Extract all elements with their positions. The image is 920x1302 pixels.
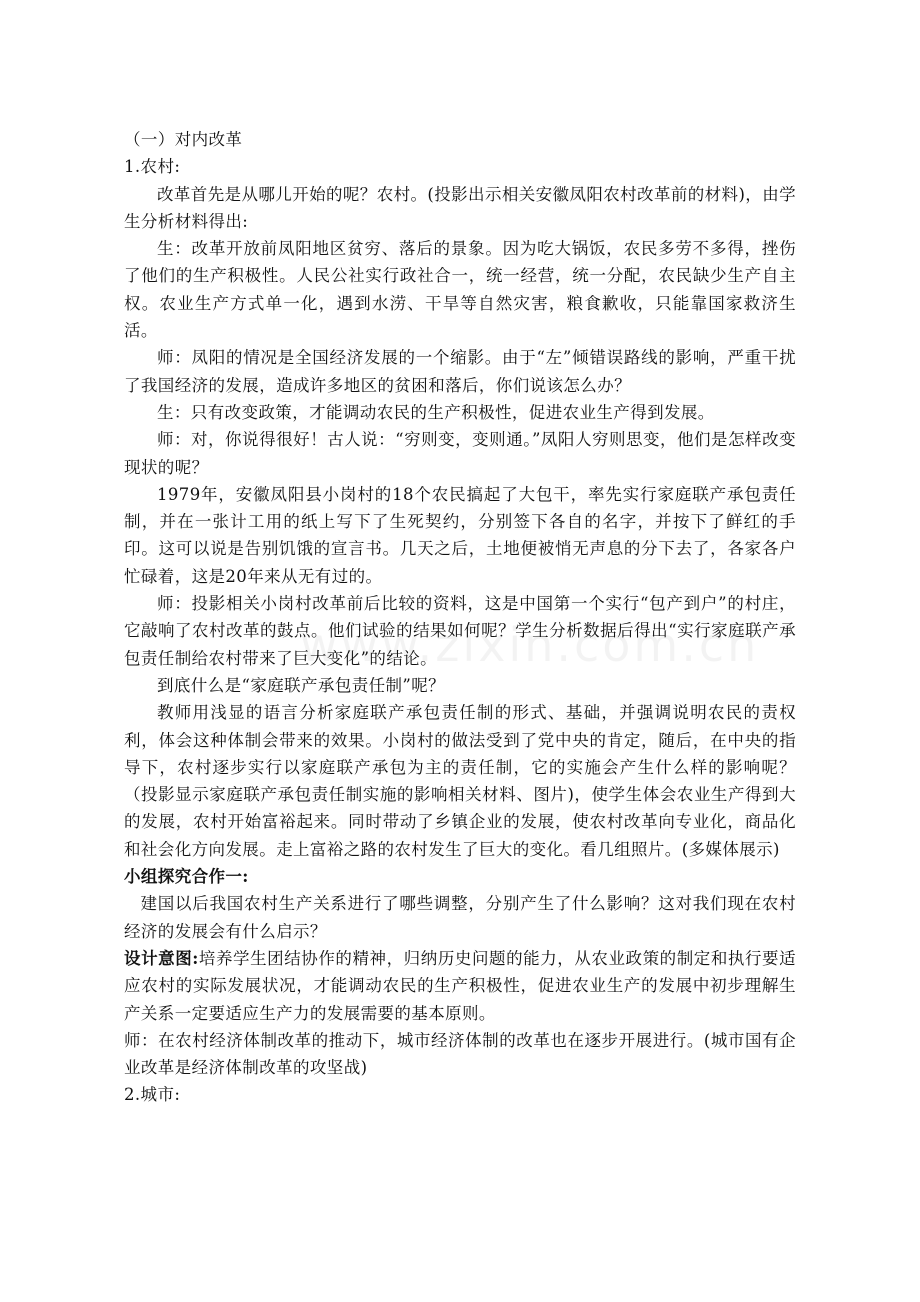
document-body <box>124 126 796 1109</box>
paragraph: 师：对，你说得很好！古人说：“穷则变，变则通。”凤阳人穷则思变，他们是怎样改变现状的呢？ <box>124 430 796 477</box>
group-inquiry-heading: 小组探究合作一: <box>124 867 249 887</box>
paragraph: 改革首先是从哪儿开始的呢？农村。(投影出示相关安徽凤阳农村改革前的材料)，由学生分析材料得出: <box>124 184 796 231</box>
paragraph: 生：改革开放前凤阳地区贫穷、落后的景象。因为吃大锅饭，农民多劳不多得，挫伤了他们的生产积极性。人民公社实行政社合一，统一经营，统一分配，农民缺少生产自主权。农业生产方式单一化，遇到水涝、干旱等自然灾害，粮食歉收，只能靠国家救济生活。 <box>124 239 796 341</box>
paragraph: 到底什么是“家庭联产承包责任制”呢？ <box>157 675 446 695</box>
design-intent-label: 设计意图: <box>124 948 199 968</box>
paragraph: 生：只有改变政策，才能调动农民的生产积极性，促进农业生产得到发展。 <box>157 402 715 422</box>
subsection-heading-urban: 2.城市: <box>124 1085 181 1105</box>
paragraph: 师：在农村经济体制改革的推动下，城市经济体制的改革也在逐步开展进行。(城市国有企业改革是经济体制改革的攻坚战) <box>124 1030 796 1078</box>
subsection-heading-rural: 1.农村: <box>124 157 181 177</box>
paragraph: 建国以后我国农村生产关系进行了哪些调整，分别产生了什么影响？这对我们现在农村经济的发展会有什么启示？ <box>124 894 796 941</box>
design-intent-text: 培养学生团结协作的精神，归纳历史问题的能力，从农业政策的制定和执行要适应农村的实际发展状况，才能调动农民的生产积极性，促进农业生产的发展中初步理解生产关系一定要适应生产力的发展需要的基本原则。 <box>124 948 796 1023</box>
paragraph: 师：投影相关小岗村改革前后比较的资料，这是中国第一个实行“包产到户”的村庄，它敲响了农村改革的鼓点。他们试验的结果如何呢？学生分析数据后得出“实行家庭联产承包责任制给农村带来了巨大变化”的结论。 <box>124 594 796 668</box>
paragraph: 1979年，安徽凤阳县小岗村的18个农民搞起了大包干，率先实行家庭联产承包责任制，并在一张计工用的纸上写下了生死契约，分别签下各自的名字，并按下了鲜红的手印。这可以说是告别饥饿的宣言书。几天之后，土地便被悄无声息的分下去了，各家各户忙碌着，这是20年来从无有过的。 <box>124 484 796 586</box>
paragraph: 教师用浅显的语言分析家庭联产承包责任制的形式、基础，并强调说明农民的责权利，体会这种体制会带来的效果。小岗村的做法受到了党中央的肯定，随后，在中央的指导下，农村逐步实行以家庭联产承包为主的责任制，它的实施会产生什么样的影响呢？（投影显示家庭联产承包责任制实施的影响相关材料、图片)，使学生体会农业生产得到大的发展，农村开始富裕起来。同时带动了乡镇企业的发展，使农村改革向专业化，商品化和社会化方向发展。走上富裕之路的农村发生了巨大的变化。看几组照片。(多媒体展示) <box>124 703 796 859</box>
paragraph: 师：凤阳的情况是全国经济发展的一个缩影。由于“左”倾错误路线的影响，严重干扰了我国经济的发展，造成许多地区的贫困和落后，你们说该怎么办？ <box>124 348 796 395</box>
design-intent-paragraph <box>124 945 796 1027</box>
section-heading: （一）对内改革 <box>124 130 243 149</box>
